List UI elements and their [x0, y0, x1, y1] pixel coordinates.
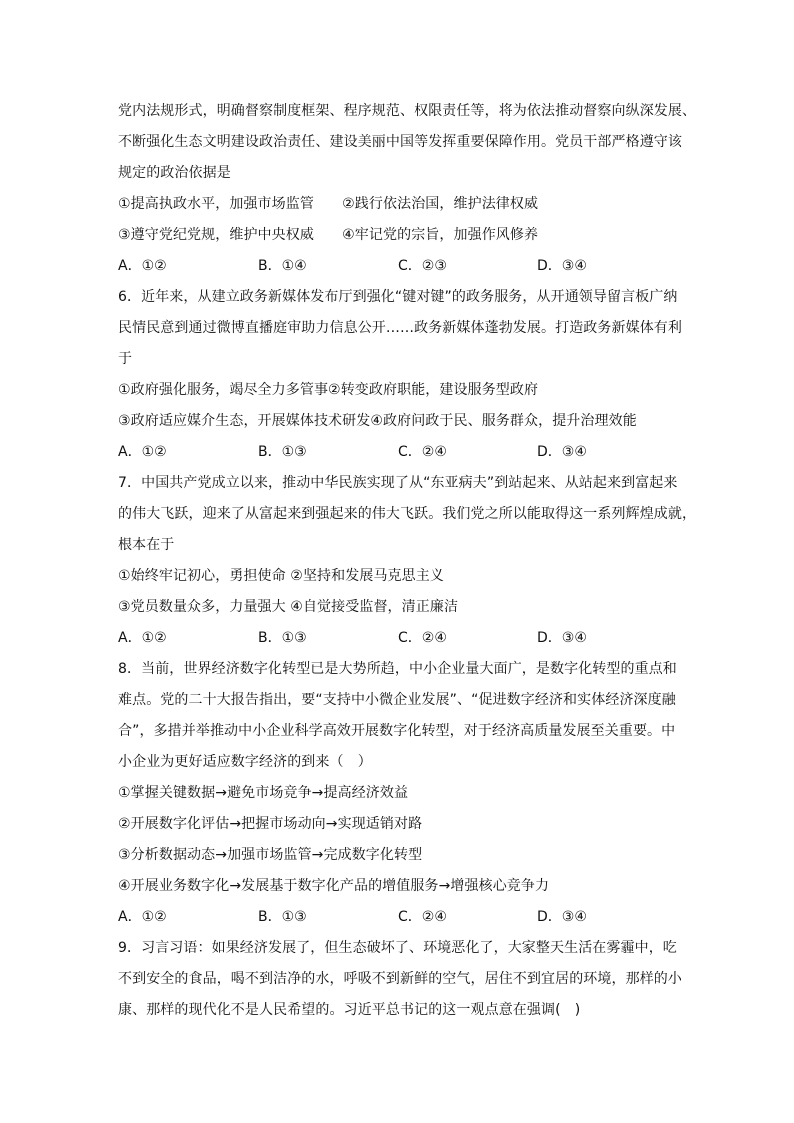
option-b[interactable]: B．①③	[258, 909, 307, 925]
option-b[interactable]: B．①③	[258, 630, 307, 646]
question-6-item: ③政府适应媒介生态，开展媒体技术研发④政府问政于民、服务群众，提升治理效能	[118, 413, 637, 429]
question-6-stem-line: 民情民意到通过微博直播庭审助力信息公开……政务新媒体蓬勃发展。打造政务新媒体有利	[118, 320, 682, 336]
question-9-stem-line: 9．习言习语：如果经济发展了，但生态破坏了、环境恶化了，大家整天生活在雾霾中，吃	[118, 940, 677, 956]
question-6-stem-line: 于	[118, 351, 133, 367]
question-7-stem-line: 根本在于	[118, 537, 175, 553]
question-8-stem-line: 8．当前，世界经济数字化转型已是大势所趋，中小企业量大面广，是数字化转型的重点和	[118, 661, 677, 677]
option-d[interactable]: D．③④	[537, 630, 587, 646]
question-6-stem-line: 6．近年来，从建立政务新媒体发布厅到强化“键对键”的政务服务，从开通领导留言板广纳	[118, 289, 678, 305]
question-8-item: ④开展业务数字化→发展基于数字化产品的增值服务→增强核心竞争力	[118, 878, 550, 894]
question-6	[118, 282, 688, 468]
option-a[interactable]: A．①②	[118, 444, 167, 460]
page-content	[118, 96, 697, 1026]
question-5	[118, 96, 697, 282]
option-b[interactable]: B．①③	[258, 444, 307, 460]
question-5-options	[118, 251, 688, 282]
question-7-item: ①始终牢记初心，勇担使命 ②坚持和发展马克思主义	[118, 568, 444, 584]
question-9-stem-line: 不到安全的食品，喝不到洁净的水，呼吸不到新鲜的空气，居住不到宜居的环境，那样的小	[118, 971, 682, 987]
question-8-options	[118, 902, 688, 933]
question-5-item: ①提高执政水平，加强市场监管 ②践行依法治国，维护法律权威	[118, 196, 539, 212]
question-9-stem-line: 康、那样的现代化不是人民希望的。习近平总书记的这一观点意在强调( )	[118, 1002, 581, 1018]
question-6-options	[118, 437, 688, 468]
question-8-stem-line: 合”，多措并举推动中小企业科学高效开展数字化转型，对于经济高质量发展至关重要。中	[118, 723, 676, 739]
option-c[interactable]: C．②③	[398, 258, 447, 274]
question-9	[118, 933, 688, 1026]
question-6-item: ①政府强化服务，竭尽全力多管事②转变政府职能，建设服务型政府	[118, 382, 539, 398]
option-d[interactable]: D．③④	[537, 258, 587, 274]
question-7-stem-line: 的伟大飞跃，迎来了从富起来到强起来的伟大飞跃。我们党之所以能取得这一系列辉煌成就，	[118, 506, 697, 522]
question-8-item: ②开展数字化评估→把握市场动向→实现适销对路	[118, 816, 423, 832]
question-7-options	[118, 623, 688, 654]
question-7	[118, 468, 697, 654]
option-a[interactable]: A．①②	[118, 630, 167, 646]
question-7-item: ③党员数量众多，力量强大 ④自觉接受监督，清正廉洁	[118, 599, 459, 615]
option-d[interactable]: D．③④	[537, 444, 587, 460]
option-c[interactable]: C．②④	[398, 630, 447, 646]
option-a[interactable]: A．①②	[118, 258, 167, 274]
question-5-stem-line: 不断强化生态文明建设政治责任、建设美丽中国等发挥重要保障作用。党员干部严格遵守该	[118, 134, 682, 150]
question-8-item: ③分析数据动态→加强市场监管→完成数字化转型	[118, 847, 423, 863]
question-5-stem-line: 党内法规形式，明确督察制度框架、程序规范、权限责任等，将为依法推动督察向纵深发展、	[118, 103, 697, 119]
option-d[interactable]: D．③④	[537, 909, 587, 925]
question-8-item: ①掌握关键数据→避免市场竞争→提高经济效益	[118, 785, 409, 801]
question-8-stem-line: 难点。党的二十大报告指出，要“支持中小微企业发展”、“促进数字经济和实体经济深度融	[118, 692, 676, 708]
question-5-item: ③遵守党纪党规，维护中央权威 ④牢记党的宗旨，加强作风修养	[118, 227, 539, 243]
question-8	[118, 654, 688, 933]
option-a[interactable]: A．①②	[118, 909, 167, 925]
question-7-stem-line: 7．中国共产党成立以来，推动中华民族实现了从“东亚病夫”到站起来、从站起来到富起来	[118, 475, 678, 491]
question-8-stem-line: 小企业为更好适应数字经济的到来（ ）	[118, 754, 372, 770]
option-c[interactable]: C．②④	[398, 444, 447, 460]
question-5-stem-line: 规定的政治依据是	[118, 165, 231, 181]
option-c[interactable]: C．②④	[398, 909, 447, 925]
option-b[interactable]: B．①④	[258, 258, 307, 274]
